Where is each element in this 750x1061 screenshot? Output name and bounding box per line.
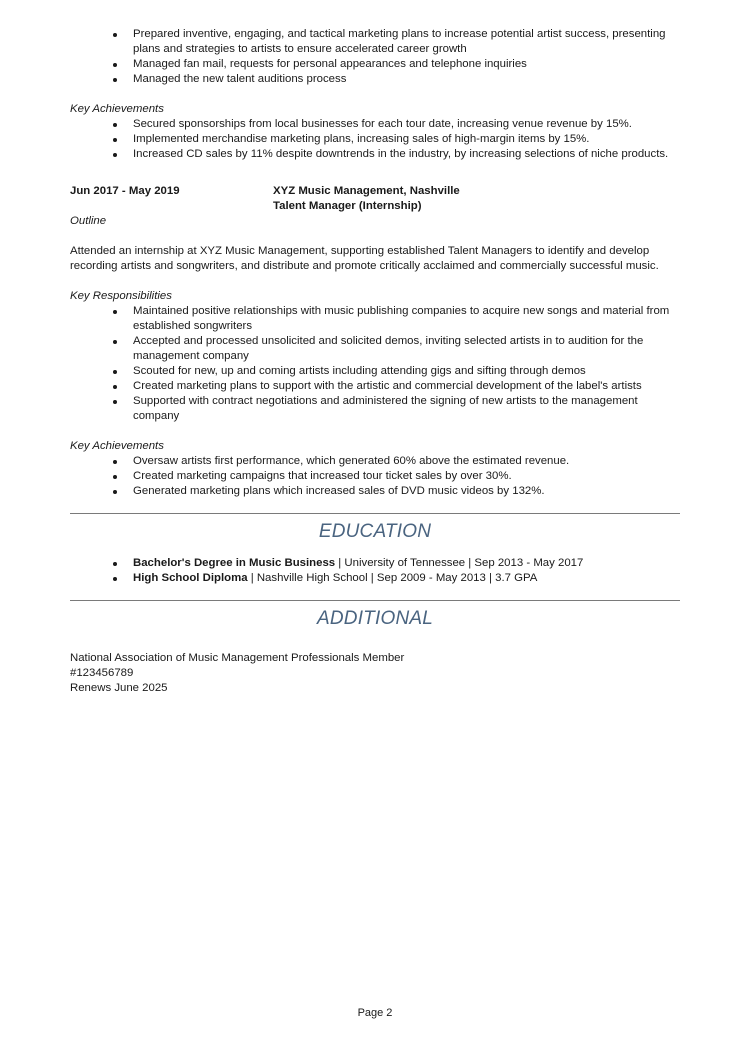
list-item: Supported with contract negotiations and administered the signing of new artists to the management company [133,394,680,424]
additional-line: Renews June 2025 [70,682,168,694]
list-item: Generated marketing plans which increased sales of DVD music videos by 132%. [133,484,680,499]
list-item: Maintained positive relationships with music publishing companies to acquire new songs and material from established songwriters [133,304,680,334]
additional-line: National Association of Music Management Professionals Member [70,652,405,664]
education-item [133,556,680,571]
prev-job-responsibilities-list [70,27,680,87]
job-achievements-list [70,454,680,499]
job-header [70,184,680,214]
education-details: | Nashville High School | Sep 2009 - May 2013 | 3.7 GPA [247,572,538,584]
list-item: Managed fan mail, requests for personal appearances and telephone inquiries [133,57,680,72]
additional-heading: ADDITIONAL [316,608,434,629]
job-company: XYZ Music Management, Nashville [273,185,460,197]
prev-job-achievements-list [70,117,680,162]
job-outline-label: Outline [70,215,107,227]
list-item: Created marketing campaigns that increased tour ticket sales by over 30%. [133,469,680,484]
job-achievements-label: Key Achievements [70,440,164,452]
list-item: Accepted and processed unsolicited and solicited demos, inviting selected artists in to audition for the management company [133,334,680,364]
prev-job-achievements-label: Key Achievements [70,103,164,115]
additional-divider [70,600,680,601]
list-item: Oversaw artists first performance, which generated 60% above the estimated revenue. [133,454,680,469]
list-item: Scouted for new, up and coming artists including attending gigs and sifting through demos [133,364,680,379]
list-item: Secured sponsorships from local businesses for each tour date, increasing venue revenue by 15%. [133,117,680,132]
education-heading: EDUCATION [318,521,432,542]
page-number: Page 2 [357,1007,393,1019]
additional-line: #123456789 [70,667,134,679]
list-item: Created marketing plans to support with the artistic and commercial development of the label's artists [133,379,680,394]
job-responsibilities-label: Key Responsibilities [70,290,172,302]
list-item: Increased CD sales by 11% despite downtrends in the industry, by increasing selections of niche products. [133,147,680,162]
education-details: | University of Tennessee | Sep 2013 - May 2017 [335,557,584,569]
job-dates: Jun 2017 - May 2019 [70,185,180,197]
education-list [70,556,680,586]
job-outline-text: Attended an internship at XYZ Music Management, supporting established Talent Managers to identify and develop recording artists and songwriters, and distribute and promote critically acclaimed and commercially successful music. [70,245,659,272]
education-degree: High School Diploma [133,572,248,584]
list-item: Prepared inventive, engaging, and tactical marketing plans to increase potential artist success, presenting plans and strategies to artists to ensure accelerated career growth [133,27,680,57]
job-title: Talent Manager (Internship) [273,200,422,212]
education-item [133,571,680,586]
education-degree: Bachelor's Degree in Music Business [133,557,336,569]
resume-page [70,27,680,696]
list-item: Implemented merchandise marketing plans, increasing sales of high-margin items by 15%. [133,132,680,147]
job-responsibilities-list [70,304,680,424]
education-divider [70,513,680,514]
list-item: Managed the new talent auditions process [133,72,680,87]
